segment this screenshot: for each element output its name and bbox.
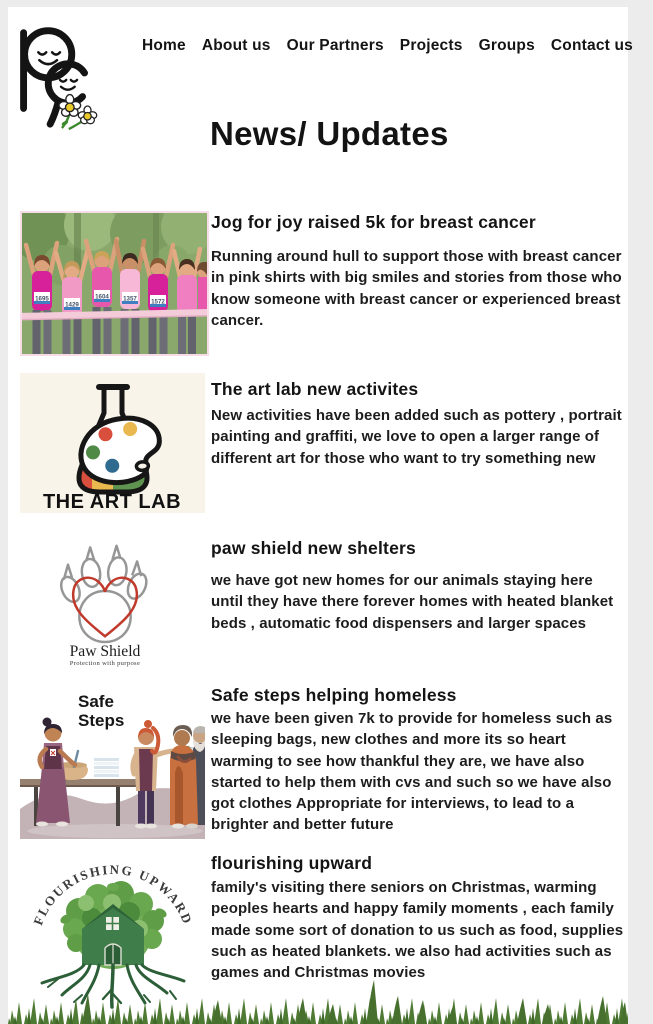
site-page bbox=[8, 7, 633, 1024]
svg-text:THE ART LAB: THE ART LAB bbox=[42, 491, 182, 513]
article-art-lab bbox=[211, 379, 624, 469]
nav-projects[interactable]: Projects bbox=[399, 37, 463, 54]
jog-for-joy-runners-photo bbox=[20, 211, 209, 356]
article-title: The art lab new activites bbox=[211, 379, 419, 399]
the-art-lab-logo bbox=[20, 373, 205, 518]
article-body: New activities have been added such as pottery , portrait painting and graffiti, we love to open a larger range of different art for those who want to try something new bbox=[211, 407, 622, 467]
article-safe-steps bbox=[211, 685, 624, 836]
svg-text:1604: 1604 bbox=[95, 293, 109, 301]
svg-text:1429: 1429 bbox=[65, 301, 79, 309]
nav-contact-us[interactable]: Contact us bbox=[550, 37, 633, 54]
article-title: Safe steps helping homeless bbox=[211, 685, 457, 705]
paw-shield-logo bbox=[30, 540, 180, 675]
article-title: paw shield new shelters bbox=[211, 538, 416, 558]
svg-text:Paw Shield: Paw Shield bbox=[69, 643, 141, 661]
pc-smiley-flowers-logo[interactable] bbox=[10, 13, 106, 131]
article-body: family's visiting there seniors on Christmas, warming peoples hearts and happy family moments , each family made some sort of donation to us such as food, supplies such as heated blankets. we also had activities such as games and Christmas movies bbox=[211, 879, 624, 982]
svg-text:Steps: Steps bbox=[78, 711, 125, 730]
article-title: flourishing upward bbox=[211, 853, 373, 873]
svg-text:1695: 1695 bbox=[35, 295, 49, 303]
svg-text:FLOURISHING UPWARD: FLOURISHING UPWARD bbox=[30, 861, 196, 928]
svg-text:Protection with purpose: Protection with purpose bbox=[69, 660, 141, 668]
article-paw-shield bbox=[211, 538, 624, 634]
nav-about-us[interactable]: About us bbox=[201, 37, 271, 54]
article-body: we have been given 7k to provide for homeless such as sleeping bags, new clothes and more its so heart warming to see how thankful they are, we have also started to help them with cvs and such so we have also got clothes Appropriate for interviews, to lead to a brighter and better future bbox=[211, 710, 613, 834]
article-body: Running around hull to support those with breast cancer in pink shirts with big smiles and stories from those who know someone with breast cancer or experienced breast cancer. bbox=[211, 248, 622, 329]
safe-steps-illustration bbox=[20, 681, 205, 844]
nav-our-partners[interactable]: Our Partners bbox=[286, 37, 384, 54]
page-title: News/ Updates bbox=[210, 115, 449, 152]
nav-groups[interactable]: Groups bbox=[478, 37, 535, 54]
svg-text:1357: 1357 bbox=[123, 295, 137, 303]
svg-text:Safe: Safe bbox=[78, 692, 114, 711]
grass-decoration bbox=[8, 978, 628, 1024]
svg-text:1572: 1572 bbox=[151, 298, 165, 306]
article-jog-for-joy bbox=[211, 212, 624, 331]
homeless-figures bbox=[170, 725, 205, 829]
article-title: Jog for joy raised 5k for breast cancer bbox=[211, 212, 536, 232]
nav-home[interactable]: Home bbox=[142, 37, 186, 54]
article-flourishing-upward bbox=[211, 853, 624, 983]
article-body: we have got new homes for our animals staying here until they have there forever homes with heated blanket beds , automatic food dispensers and larger spaces bbox=[211, 572, 614, 632]
main-nav bbox=[142, 37, 633, 55]
